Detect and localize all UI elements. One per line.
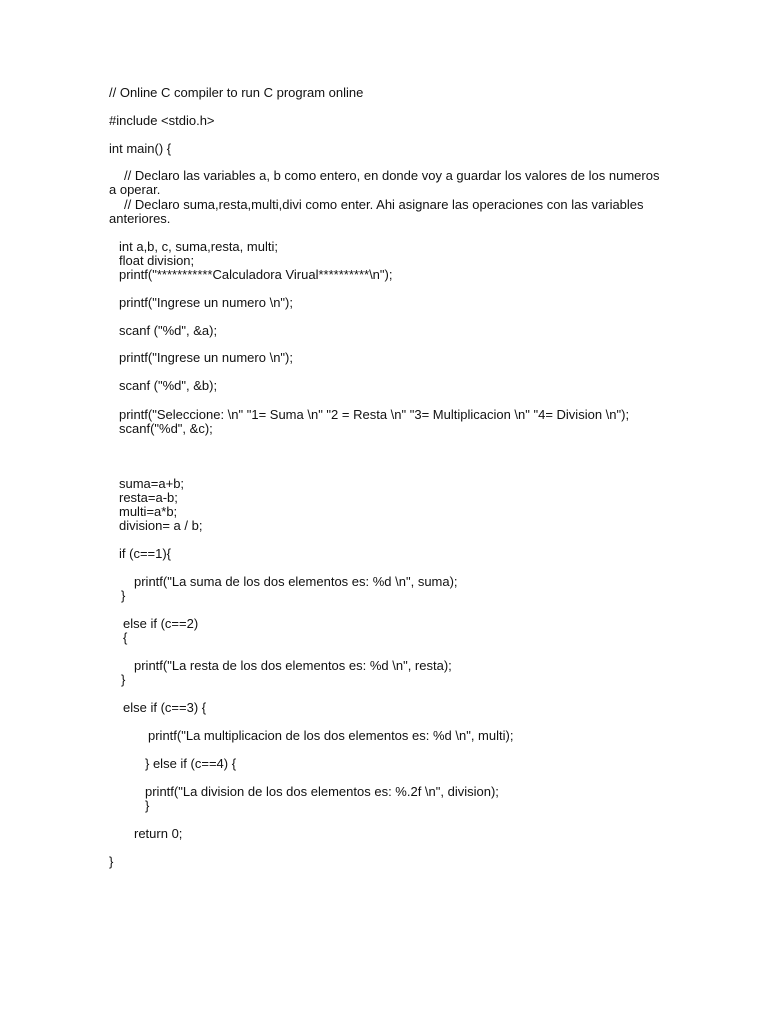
code-line: else if (c==2): [123, 616, 199, 631]
code-line: scanf("%d", &c);: [119, 421, 213, 436]
code-line: suma=a+b;: [119, 476, 185, 491]
code-line: printf("Seleccione: \n" "1= Suma \n" "2 = Resta \n" "3= Multiplicacion \n" "4= Division \n");: [119, 407, 630, 422]
code-line: scanf ("%d", &b);: [119, 378, 218, 393]
code-line: scanf ("%d", &a);: [119, 323, 218, 338]
code-line: float division;: [119, 253, 195, 268]
code-line: printf("La multiplicacion de los dos elementos es: %d \n", multi);: [148, 728, 514, 743]
code-line: int main() {: [109, 141, 172, 156]
code-line: } else if (c==4) {: [145, 756, 237, 771]
code-line: }: [145, 798, 150, 813]
code-line: #include <stdio.h>: [109, 113, 215, 128]
code-line: printf("La division de los dos elementos es: %.2f \n", division);: [145, 784, 499, 799]
code-line: resta=a-b;: [119, 490, 178, 505]
code-line: printf("La suma de los dos elementos es: %d \n", suma);: [134, 574, 458, 589]
code-line: }: [109, 854, 114, 869]
code-line: if (c==1){: [119, 546, 172, 561]
code-line: int a,b, c, suma,resta, multi;: [119, 239, 278, 254]
code-line: printf("Ingrese un numero \n");: [119, 295, 293, 310]
code-line: multi=a*b;: [119, 504, 178, 519]
code-line: printf("Ingrese un numero \n");: [119, 350, 293, 365]
code-line: else if (c==3) {: [123, 700, 207, 715]
code-line: division= a / b;: [119, 518, 203, 533]
code-line: }: [121, 672, 126, 687]
code-line: }: [121, 588, 126, 603]
code-line: // Online C compiler to run C program online: [109, 85, 364, 100]
code-line: anteriores.: [109, 211, 171, 226]
code-line: printf("La resta de los dos elementos es: %d \n", resta);: [134, 658, 452, 673]
code-line: {: [123, 630, 128, 645]
code-line: printf("***********Calculadora Virual**********\n");: [119, 267, 393, 282]
code-line: // Declaro las variables a, b como entero, en donde voy a guardar los valores de los numeros: [124, 168, 660, 183]
code-line: // Declaro suma,resta,multi,divi como enter. Ahi asignare las operaciones con las variables: [124, 197, 644, 212]
code-line: return 0;: [134, 826, 183, 841]
code-line: a operar.: [109, 182, 161, 197]
